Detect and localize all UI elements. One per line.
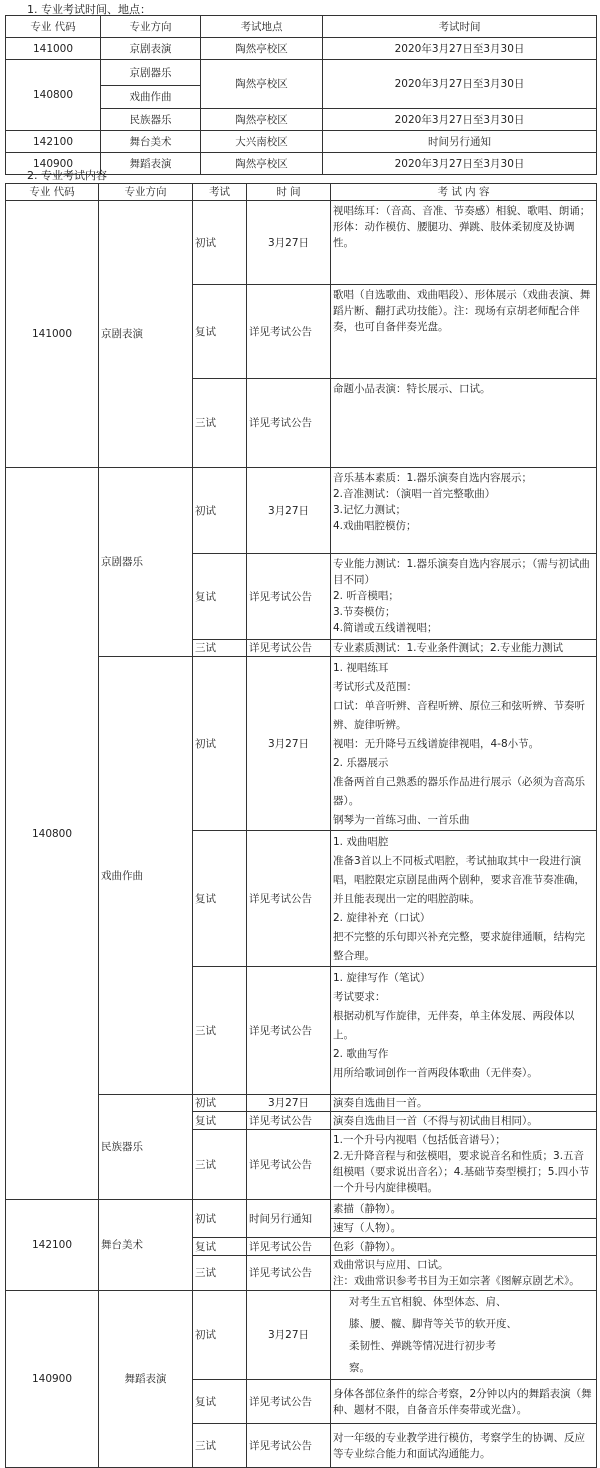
content-line: 柔韧性、弹跳等情况进行初步考 xyxy=(349,1340,496,1352)
time-cell: 详见考试公告 xyxy=(247,1380,331,1424)
content-line: 3.记忆力测试； xyxy=(333,504,407,516)
location-cell: 大兴南校区 xyxy=(201,131,323,153)
content-line: 演奏自选曲目一首。 xyxy=(333,1097,428,1109)
direction-cell: 舞台美术 xyxy=(101,131,201,153)
exam-location-table xyxy=(5,15,597,175)
content-line: 1. 视唱练耳 xyxy=(333,662,389,674)
content-line: 2. 乐器展示 xyxy=(333,757,389,769)
content-line: 口试：单音听辨、音程听辨、原位三和弦听辨、节奏听辨、旋律听辨。 xyxy=(333,700,585,731)
header-content: 考 试 内 容 xyxy=(331,184,597,201)
round-cell: 复试 xyxy=(193,554,247,640)
time-cell: 详见考试公告 xyxy=(247,1130,331,1200)
table-header-row xyxy=(6,184,597,201)
exam-content-cell xyxy=(331,1291,597,1380)
header-direction: 专业方向 xyxy=(101,16,201,38)
exam-content-cell xyxy=(331,554,597,640)
direction-cell: 京剧表演 xyxy=(101,38,201,60)
program-code-cell: 142100 xyxy=(6,1200,99,1291)
content-line: 视唱：无升降号五线谱旋律视唱，4-8小节。 xyxy=(333,738,540,750)
header-time: 时 间 xyxy=(247,184,331,201)
exam-content-cell xyxy=(331,1380,597,1424)
code-cell: 140900 xyxy=(6,153,101,175)
round-cell: 初试 xyxy=(193,1291,247,1380)
direction-cell: 京剧器乐 xyxy=(99,468,193,657)
direction-cell: 民族器乐 xyxy=(101,109,201,131)
time-cell: 2020年3月27日至3月30日 xyxy=(323,38,597,60)
content-line: 演奏自选曲目一首（不得与初试曲目相同）。 xyxy=(333,1114,538,1127)
direction-cell: 京剧器乐 xyxy=(101,60,201,86)
content-line: 速写（人物）。 xyxy=(333,1222,402,1234)
section2-title: 2. 专业考试内容 xyxy=(27,169,107,182)
round-cell: 三试 xyxy=(193,1424,247,1468)
time-cell: 详见考试公告 xyxy=(247,967,331,1095)
content-line: 膝、腰、髋、脚背等关节的软开度、 xyxy=(349,1318,517,1330)
round-cell: 三试 xyxy=(193,967,247,1095)
location-cell: 陶然亭校区 xyxy=(201,153,323,175)
content-line: 对一年级的专业教学进行模仿，考察学生的协调、反应等专业综合能力和面试沟通能力。 xyxy=(333,1431,585,1460)
program-code-cell: 140900 xyxy=(6,1291,99,1468)
round-cell: 三试 xyxy=(193,640,247,657)
content-line: 4.简谱或五线谱视唱； xyxy=(333,622,438,634)
content-line: 根据动机写作旋律，无伴奏，单主体发展、两段体以上。 xyxy=(333,1010,575,1041)
direction-cell: 戏曲作曲 xyxy=(99,657,193,1095)
header-direction: 专业方向 xyxy=(99,184,193,201)
exam-content-cell xyxy=(331,1200,597,1219)
round-cell: 复试 xyxy=(193,1238,247,1256)
content-line: 2.无升降音程与和弦模唱，要求说音名和性质；3.五音组模唱（要求说出音名）；4.基础节奏型模打；5.四小节一个升号内旋律模唱。 xyxy=(333,1150,590,1194)
direction-cell: 民族器乐 xyxy=(99,1095,193,1200)
exam-content-cell xyxy=(331,468,597,554)
location-cell: 陶然亭校区 xyxy=(201,60,323,109)
content-line: 察。 xyxy=(349,1362,370,1374)
round-cell: 三试 xyxy=(193,1130,247,1200)
content-line: 准备两首自己熟悉的器乐作品进行展示（必须为音高乐器）。 xyxy=(333,776,585,807)
round-cell: 初试 xyxy=(193,1095,247,1112)
content-line: 2. 歌曲写作 xyxy=(333,1048,389,1060)
content-line: 把不完整的乐句即兴补充完整，要求旋律通顺，结构完整合理。 xyxy=(333,931,585,962)
exam-content-cell xyxy=(331,967,597,1095)
header-round: 考试 xyxy=(193,184,247,201)
content-line: 歌唱（自选歌曲、戏曲唱段）、形体展示（戏曲表演、舞蹈片断、翻打武功技能）。注：现场有京胡老师配合伴奏，也可自备伴奏光盘。 xyxy=(333,289,591,333)
exam-content-cell xyxy=(331,201,597,285)
content-line: 考试要求： xyxy=(333,991,386,1003)
content-line: 用所给歌词创作一首两段体歌曲（无伴奏）。 xyxy=(333,1067,538,1079)
exam-content-cell xyxy=(331,1256,597,1291)
content-line: 准备3首以上不同板式唱腔，考试抽取其中一段进行演唱，唱腔限定京剧昆曲两个剧种，要求音准节奏准确，并且能表现出一定的唱腔韵味。 xyxy=(333,855,585,905)
round-cell: 复试 xyxy=(193,285,247,379)
exam-content-cell xyxy=(331,379,597,468)
round-cell: 复试 xyxy=(193,1112,247,1130)
exam-content-cell xyxy=(331,1424,597,1468)
content-line: 专业能力测试：1.器乐演奏自选内容展示；（需与初试曲目不同） xyxy=(333,558,590,586)
program-code-cell: 140800 xyxy=(6,468,99,1200)
time-cell: 时间另行通知 xyxy=(323,131,597,153)
exam-content-cell xyxy=(331,1095,597,1112)
time-cell: 2020年3月27日至3月30日 xyxy=(323,109,597,131)
direction-cell: 戏曲作曲 xyxy=(101,86,201,109)
table-row xyxy=(6,131,597,153)
table-row xyxy=(6,1200,597,1219)
exam-content-cell xyxy=(331,285,597,379)
time-cell: 2020年3月27日至3月30日 xyxy=(323,60,597,109)
exam-content-cell xyxy=(331,1238,597,1256)
location-cell: 陶然亭校区 xyxy=(201,38,323,60)
content-line: 钢琴为一首练习曲、一首乐曲 xyxy=(333,814,470,826)
direction-cell: 舞台美术 xyxy=(99,1200,193,1291)
time-cell: 详见考试公告 xyxy=(247,1424,331,1468)
exam-content-cell xyxy=(331,657,597,831)
content-line: 命题小品表演：特长展示、口试。 xyxy=(333,383,491,395)
time-cell: 详见考试公告 xyxy=(247,285,331,379)
content-line: 专业素质测试：1.专业条件测试；2.专业能力测试 xyxy=(333,642,564,654)
content-line: 色彩（静物）。 xyxy=(333,1240,402,1253)
exam-content-cell xyxy=(331,1130,597,1200)
time-cell: 详见考试公告 xyxy=(247,1256,331,1291)
code-cell: 142100 xyxy=(6,131,101,153)
header-code: 专业 代码 xyxy=(6,16,101,38)
content-line: 注：戏曲常识参考书目为王如宗著《图解京剧艺术》。 xyxy=(333,1275,580,1287)
round-cell: 三试 xyxy=(193,379,247,468)
content-line: 4.戏曲唱腔模仿； xyxy=(333,520,417,532)
direction-cell: 舞蹈表演 xyxy=(99,1291,193,1468)
content-line: 对考生五官相貌、体型体态、肩、 xyxy=(349,1296,507,1308)
round-cell: 三试 xyxy=(193,1256,247,1291)
exam-content-cell xyxy=(331,640,597,657)
round-cell: 初试 xyxy=(193,468,247,554)
direction-cell: 京剧表演 xyxy=(99,201,193,468)
header-code: 专业 代码 xyxy=(6,184,99,201)
table-header-row xyxy=(6,16,597,38)
location-cell: 陶然亭校区 xyxy=(201,109,323,131)
content-line: 视唱练耳：（音高、音准、节奏感）相貌、歌唱、朗诵； xyxy=(333,205,591,217)
time-cell: 3月27日 xyxy=(247,1291,331,1380)
time-cell: 3月27日 xyxy=(247,657,331,831)
round-cell: 初试 xyxy=(193,201,247,285)
time-cell: 详见考试公告 xyxy=(247,1112,331,1130)
content-line: 1.一个升号内视唱（包括低音谱号）； xyxy=(333,1134,506,1146)
code-cell: 141000 xyxy=(6,38,101,60)
round-cell: 复试 xyxy=(193,831,247,967)
time-cell: 详见考试公告 xyxy=(247,831,331,967)
time-cell: 详见考试公告 xyxy=(247,379,331,468)
table-row xyxy=(6,468,597,554)
time-cell: 3月27日 xyxy=(247,201,331,285)
round-cell: 初试 xyxy=(193,1200,247,1238)
time-cell: 时间另行通知 xyxy=(247,1200,331,1238)
table-row xyxy=(6,60,597,86)
time-cell: 2020年3月27日至3月30日 xyxy=(323,153,597,175)
content-line: 形体：动作模仿、腰腿功、弹跳、肢体柔韧度及协调性。 xyxy=(333,221,575,249)
time-cell: 详见考试公告 xyxy=(247,1238,331,1256)
content-line: 素描（静物）。 xyxy=(333,1203,402,1215)
content-line: 2.音准测试：（演唱一首完整歌曲） xyxy=(333,488,496,500)
table-row xyxy=(6,201,597,285)
table-row xyxy=(6,38,597,60)
content-line: 3.节奏模仿； xyxy=(333,606,396,618)
section1-title: 1. 专业考试时间、地点： xyxy=(27,3,151,16)
content-line: 身体各部位条件的综合考察，2分钟以内的舞蹈表演（舞种、题材不限，自备音乐伴奏带或光盘）。 xyxy=(333,1387,592,1416)
program-code-cell: 141000 xyxy=(6,201,99,468)
exam-content-table xyxy=(5,183,597,1468)
header-location: 考试地点 xyxy=(201,16,323,38)
table-row xyxy=(6,1291,597,1380)
content-line: 1. 戏曲唱腔 xyxy=(333,836,389,848)
code-cell: 140800 xyxy=(6,60,101,131)
exam-content-cell xyxy=(331,1112,597,1130)
content-line: 戏曲常识与应用、口试。 xyxy=(333,1259,449,1271)
header-time: 考试时间 xyxy=(323,16,597,38)
content-line: 2. 旋律补充（口试） xyxy=(333,912,431,924)
content-line: 2. 听音模唱； xyxy=(333,590,399,602)
time-cell: 详见考试公告 xyxy=(247,640,331,657)
content-line: 音乐基本素质：1.器乐演奏自选内容展示； xyxy=(333,472,533,484)
exam-content-cell xyxy=(331,1219,597,1238)
time-cell: 详见考试公告 xyxy=(247,554,331,640)
exam-content-cell xyxy=(331,831,597,967)
time-cell: 3月27日 xyxy=(247,468,331,554)
round-cell: 复试 xyxy=(193,1380,247,1424)
time-cell: 3月27日 xyxy=(247,1095,331,1112)
content-line: 1. 旋律写作（笔试） xyxy=(333,972,431,984)
content-line: 考试形式及范围： xyxy=(333,681,417,693)
round-cell: 初试 xyxy=(193,657,247,831)
direction-cell: 舞蹈表演 xyxy=(101,153,201,175)
